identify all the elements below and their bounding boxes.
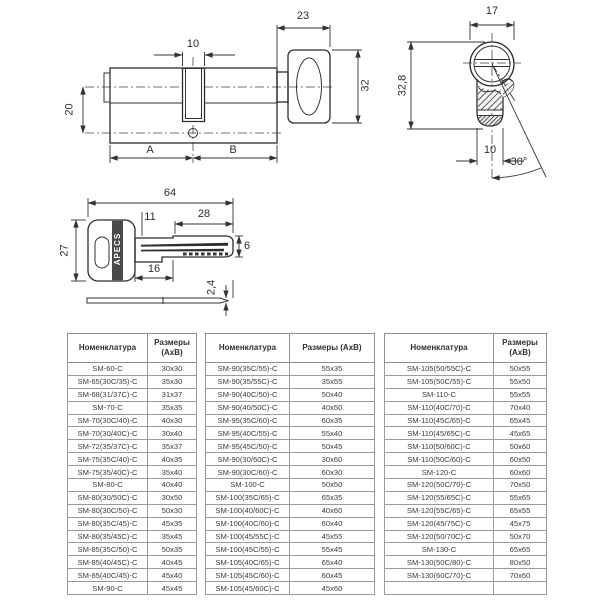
table-row (68, 440, 197, 453)
cylinder-end-drawing (393, 0, 598, 188)
blade-groove-lower (141, 249, 224, 252)
table-row (206, 491, 375, 504)
key-hole (95, 237, 109, 268)
size-cell: 30x50 (148, 491, 197, 504)
table-row (385, 543, 547, 556)
table-row (385, 491, 547, 504)
dim-knob-length: 23 (296, 10, 310, 22)
size-cell: 55x55 (494, 388, 547, 401)
table-row (68, 363, 197, 376)
size-table-2 (205, 333, 375, 595)
blade-dimples (183, 253, 228, 256)
nomenclature-cell: SM-110(50/60C)-C (385, 440, 494, 453)
nomenclature-cell: SM-130(60C/70)-C (385, 569, 494, 582)
table-row (206, 517, 375, 530)
size-cell: 45x65 (494, 427, 547, 440)
size-cell: 65x65 (494, 543, 547, 556)
nomenclature-cell: SM-95(35C/60)-C (206, 414, 290, 427)
nomenclature-cell: SM-120(45/75C)-C (385, 517, 494, 530)
nomenclature-cell: SM-80(35/45C)-C (68, 530, 148, 543)
column-header-nomenclature: Номенклатура (68, 334, 148, 363)
table-row (68, 543, 197, 556)
key-drawing (55, 185, 310, 325)
table-row (385, 401, 547, 414)
nomenclature-cell: SM-110(40C/70)-C (385, 401, 494, 414)
size-cell: 80x50 (494, 556, 547, 569)
nomenclature-cell: SM-85(40C/45)-C (68, 569, 148, 582)
nomenclature-cell: SM-80(30C/50)-C (68, 504, 148, 517)
table-row (206, 414, 375, 427)
size-cell: 35x55 (290, 375, 375, 388)
size-cell: 35x37 (148, 440, 197, 453)
table-row (206, 453, 375, 466)
key-svg (55, 185, 310, 325)
table-row (385, 582, 547, 595)
nomenclature-cell: SM-100(45C/55)-C (206, 543, 290, 556)
size-cell (494, 582, 547, 595)
nomenclature-cell: SM-100(35C/65)-C (206, 491, 290, 504)
nomenclature-cell: SM-85(40/45C)-C (68, 556, 148, 569)
size-cell: 50x55 (494, 363, 547, 376)
nomenclature-cell: SM-110(45/65C)-C (385, 427, 494, 440)
blade-groove-upper (141, 243, 228, 247)
size-cell: 65x55 (494, 504, 547, 517)
size-cell: 35x35 (148, 401, 197, 414)
size-cell: 60x35 (290, 414, 375, 427)
nomenclature-cell: SM-68(31/37C)-C (68, 388, 148, 401)
table-row (206, 479, 375, 492)
cylinder-side-drawing (30, 5, 375, 177)
table-row (385, 388, 547, 401)
table-row (206, 440, 375, 453)
size-cell: 45x45 (148, 582, 197, 595)
nomenclature-cell: SM-120(55C/65)-C (385, 504, 494, 517)
table-row (385, 569, 547, 582)
size-cell: 40x40 (148, 479, 197, 492)
table-row (206, 363, 375, 376)
nomenclature-cell: SM-105(50/55C)-C (385, 363, 494, 376)
table-row (68, 414, 197, 427)
size-cell: 70x60 (494, 569, 547, 582)
table-row (385, 363, 547, 376)
table-row (68, 504, 197, 517)
size-cell: 30x30 (148, 363, 197, 376)
size-cell: 65x45 (494, 414, 547, 427)
table-row (206, 401, 375, 414)
size-table-3 (384, 333, 547, 595)
size-cell: 50x70 (494, 530, 547, 543)
table-row (385, 453, 547, 466)
nomenclature-cell: SM-130-C (385, 543, 494, 556)
table-row (385, 530, 547, 543)
dim-knob-height: 32 (359, 79, 372, 92)
nomenclature-cell: SM-75(35/40C)-C (68, 466, 148, 479)
table-row (68, 517, 197, 530)
nomenclature-cell: SM-90(35C/55)-C (206, 363, 290, 376)
size-cell: 60x40 (290, 517, 375, 530)
dim-thickness: 2,4 (205, 279, 218, 296)
dim-face-width: 17 (485, 5, 499, 17)
dim-neck-length: 11 (144, 211, 156, 223)
column-header-nomenclature: Номенклатура (385, 334, 494, 363)
nomenclature-cell: SM-100(45/55C)-C (206, 530, 290, 543)
size-cell: 45x40 (148, 569, 197, 582)
table-row (206, 427, 375, 440)
size-cell: 50x50 (290, 479, 375, 492)
dim-blade-height: 6 (243, 240, 251, 252)
table-row (385, 504, 547, 517)
size-cell: 60x60 (494, 466, 547, 479)
size-cell: 60x50 (494, 453, 547, 466)
table-row (206, 543, 375, 556)
nomenclature-cell: SM-95(45C/50)-C (206, 440, 290, 453)
table-row (385, 556, 547, 569)
nomenclature-cell: SM-110(50C/60)-C (385, 453, 494, 466)
nomenclature-cell: SM-85(35C/50)-C (68, 543, 148, 556)
table-row (206, 388, 375, 401)
table-row (206, 504, 375, 517)
size-table-1 (67, 333, 197, 595)
nomenclature-cell: SM-80-C (68, 479, 148, 492)
table-row (68, 466, 197, 479)
table-row (206, 582, 375, 595)
table-row (385, 414, 547, 427)
nomenclature-cell: SM-70-C (68, 401, 148, 414)
nomenclature-cell: SM-120(50C/70)-C (385, 479, 494, 492)
size-cell: 45x75 (494, 517, 547, 530)
size-cell: 40x45 (148, 556, 197, 569)
nomenclature-cell: SM-110-C (385, 388, 494, 401)
nomenclature-cell: SM-80(30/50C)-C (68, 491, 148, 504)
table-row (385, 375, 547, 388)
table-row (68, 491, 197, 504)
table-row (385, 427, 547, 440)
nomenclature-cell: SM-120(55/65C)-C (385, 491, 494, 504)
nomenclature-cell: SM-90(30/60C)-C (206, 453, 290, 466)
dim-key-length: 64 (163, 187, 177, 199)
size-cell: 30x40 (148, 427, 197, 440)
nomenclature-cell: SM-75(35C/40)-C (68, 453, 148, 466)
column-header-sizes: Размеры (АхВ) (290, 334, 375, 363)
size-cell: 65x35 (290, 491, 375, 504)
table-row (206, 466, 375, 479)
nomenclature-cell: SM-95(40C/55)-C (206, 427, 290, 440)
column-header-sizes: Размеры (АхВ) (148, 334, 197, 363)
nomenclature-cell: SM-72(35/37C)-C (68, 440, 148, 453)
nomenclature-cell: SM-90(30C/60)-C (206, 466, 290, 479)
dim-shoulder-length: 16 (147, 263, 161, 275)
nomenclature-cell: SM-70(30/40C)-C (68, 427, 148, 440)
dim-body-width: 10 (483, 144, 497, 156)
nomenclature-cell: SM-105(45C/60)-C (206, 569, 290, 582)
size-cell: 65x40 (290, 556, 375, 569)
nomenclature-cell: SM-100(40/60C)-C (206, 504, 290, 517)
nomenclature-cell: SM-90(40/50C)-C (206, 401, 290, 414)
size-cell: 50x40 (290, 388, 375, 401)
table-row (68, 401, 197, 414)
size-cell: 40x60 (290, 504, 375, 517)
table-row (385, 479, 547, 492)
table-row (68, 388, 197, 401)
size-cell: 31x37 (148, 388, 197, 401)
dim-face-height: 32,8 (396, 74, 409, 97)
dim-tip-length: 28 (197, 208, 211, 220)
plug-face (104, 73, 110, 102)
nomenclature-cell: SM-70(30C/40)-C (68, 414, 148, 427)
table-row (68, 427, 197, 440)
nomenclature-cell (385, 582, 494, 595)
nomenclature-cell: SM-120(50/70C)-C (385, 530, 494, 543)
table-row (206, 530, 375, 543)
size-cell: 35x40 (148, 466, 197, 479)
size-cell: 40x50 (290, 401, 375, 414)
nomenclature-cell: SM-110(45C/65)-C (385, 414, 494, 427)
cylinder-end-svg (393, 0, 598, 188)
nomenclature-cell: SM-105(45/60C)-C (206, 582, 290, 595)
table-row (68, 375, 197, 388)
nomenclature-cell: SM-90-C (68, 582, 148, 595)
size-cell: 45x35 (148, 517, 197, 530)
size-cell: 50x45 (290, 440, 375, 453)
size-cell: 50x35 (148, 543, 197, 556)
size-cell: 50x60 (494, 440, 547, 453)
size-cell: 40x30 (148, 414, 197, 427)
size-cell: 45x60 (290, 582, 375, 595)
dim-head-height: 27 (58, 244, 71, 257)
size-tables (67, 333, 547, 595)
table-row (385, 466, 547, 479)
size-cell: 55x40 (290, 427, 375, 440)
table-row (206, 569, 375, 582)
table-row (68, 556, 197, 569)
size-cell: 55x65 (494, 491, 547, 504)
table-row (385, 517, 547, 530)
nomenclature-cell: SM-130(50C/80)-C (385, 556, 494, 569)
table-row (206, 375, 375, 388)
size-cell: 35x45 (148, 530, 197, 543)
dim-cam-width: 10 (186, 38, 200, 50)
size-cell: 60x30 (290, 466, 375, 479)
nomenclature-cell: SM-60-C (68, 363, 148, 376)
dim-a-label: A (146, 144, 154, 156)
thumbturn-grip (297, 58, 322, 115)
table-row (68, 453, 197, 466)
size-cell: 45x55 (290, 530, 375, 543)
cam-hatch (478, 86, 502, 110)
size-cell: 50x30 (148, 504, 197, 517)
nomenclature-cell: SM-100-C (206, 479, 290, 492)
table-row (206, 556, 375, 569)
dim-center-height: 20 (63, 103, 76, 116)
nomenclature-cell: SM-120-C (385, 466, 494, 479)
nomenclature-cell: SM-65(30C/35)-C (68, 375, 148, 388)
table-row (68, 530, 197, 543)
size-cell: 35x30 (148, 375, 197, 388)
nomenclature-cell: SM-80(35C/45)-C (68, 517, 148, 530)
size-cell: 70x50 (494, 479, 547, 492)
column-header-sizes: Размеры (АхВ) (494, 334, 547, 363)
dim-rotation-angle: 30° (510, 156, 528, 168)
size-cell: 55x50 (494, 375, 547, 388)
brand-logo: APECS (112, 232, 122, 266)
nomenclature-cell: SM-100(40C/60)-C (206, 517, 290, 530)
table-row (68, 582, 197, 595)
table-row (385, 440, 547, 453)
nomenclature-cell: SM-90(35/55C)-C (206, 375, 290, 388)
table-row (68, 479, 197, 492)
table-row (68, 569, 197, 582)
size-cell: 55x35 (290, 363, 375, 376)
nomenclature-cell: SM-105(40C/65)-C (206, 556, 290, 569)
size-cell: 55x45 (290, 543, 375, 556)
nomenclature-cell: SM-90(40C/50)-C (206, 388, 290, 401)
size-cell: 30x60 (290, 453, 375, 466)
size-cell: 60x45 (290, 569, 375, 582)
size-cell: 40x35 (148, 453, 197, 466)
column-header-nomenclature: Номенклатура (206, 334, 290, 363)
size-cell: 70x40 (494, 401, 547, 414)
thumbturn-knob (288, 50, 330, 123)
nomenclature-cell: SM-105(50C/55)-C (385, 375, 494, 388)
cylinder-side-svg (30, 5, 375, 177)
dim-b-label: B (229, 144, 237, 156)
